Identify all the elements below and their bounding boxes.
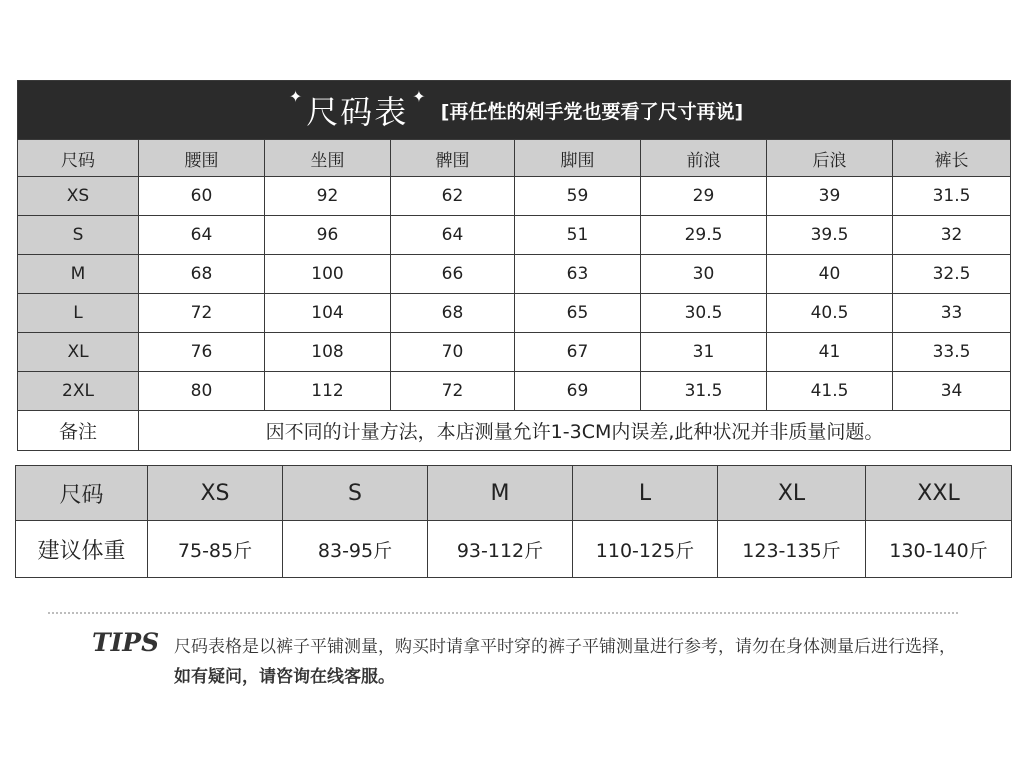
sparkle-left-icon: ✦ [288,87,303,106]
measurement-cell: 68 [139,255,265,294]
measurement-cell: 112 [265,372,391,411]
measurement-cell: 72 [139,294,265,333]
measurement-cell: 60 [139,177,265,216]
measurement-cell: 59 [515,177,641,216]
tips-body: 尺码表格是以裤子平铺测量，购买时请拿平时穿的裤子平铺测量进行参考，请勿在身体测量后进行选择， [174,637,956,657]
size-cell: S [18,216,139,255]
header-cell: 后浪 [767,140,893,177]
measurement-cell: 51 [515,216,641,255]
size-chart-title-bar [18,81,1011,140]
weight-value-cell: 75-85斤 [148,521,283,578]
sparkle-right-icon: ✦ [412,87,426,106]
measurement-cell: 64 [391,216,515,255]
weight-value-cell: 123-135斤 [718,521,866,578]
size-chart-subtitle: [再任性的剁手党也要看了尺寸再说] [440,100,744,123]
weight-size-cell: XL [718,466,866,521]
measurement-cell: 33.5 [893,333,1011,372]
size-chart-header-row [18,140,1011,177]
measurement-cell: 32.5 [893,255,1011,294]
measurement-cell: 65 [515,294,641,333]
weight-size-cell: M [428,466,573,521]
size-cell: L [18,294,139,333]
weight-header-label: 尺码 [16,466,148,521]
table-row [18,216,1011,255]
measurement-cell: 96 [265,216,391,255]
weight-size-cell: XS [148,466,283,521]
dotted-divider [48,612,958,614]
measurement-cell: 30.5 [641,294,767,333]
measurement-cell: 32 [893,216,1011,255]
measurement-cell: 30 [641,255,767,294]
measurement-cell: 40.5 [767,294,893,333]
tips-label: TIPS [92,628,160,657]
header-cell: 髀围 [391,140,515,177]
tips-text [174,632,964,692]
measurement-cell: 63 [515,255,641,294]
note-text: 因不同的计量方法，本店测量允许1-3CM内误差,此种状况并非质量问题。 [139,411,1011,451]
header-cell: 坐围 [265,140,391,177]
table-row [18,333,1011,372]
header-cell: 腰围 [139,140,265,177]
table-row [18,372,1011,411]
measurement-cell: 67 [515,333,641,372]
measurement-cell: 66 [391,255,515,294]
measurement-cell: 31.5 [893,177,1011,216]
measurement-cell: 29 [641,177,767,216]
measurement-cell: 92 [265,177,391,216]
note-label: 备注 [18,411,139,451]
measurement-cell: 41 [767,333,893,372]
size-chart-note-row [18,411,1011,451]
weight-size-cell: S [283,466,428,521]
header-cell: 脚围 [515,140,641,177]
measurement-cell: 41.5 [767,372,893,411]
measurement-cell: 68 [391,294,515,333]
size-cell: XL [18,333,139,372]
weight-value-cell: 110-125斤 [573,521,718,578]
measurement-cell: 31 [641,333,767,372]
weight-value-cell: 130-140斤 [866,521,1012,578]
weight-row-label: 建议体重 [16,521,148,578]
measurement-cell: 76 [139,333,265,372]
measurement-cell: 64 [139,216,265,255]
size-cell: 2XL [18,372,139,411]
size-cell: M [18,255,139,294]
measurement-cell: 104 [265,294,391,333]
measurement-cell: 70 [391,333,515,372]
size-chart-title: 尺码表 [306,93,409,131]
header-cell: 尺码 [18,140,139,177]
measurement-cell: 72 [391,372,515,411]
header-cell: 前浪 [641,140,767,177]
measurement-cell: 40 [767,255,893,294]
weight-value-cell: 93-112斤 [428,521,573,578]
tips-contact: 如有疑问，请咨询在线客服。 [174,667,395,687]
weight-value-cell: 83-95斤 [283,521,428,578]
header-cell: 裤长 [893,140,1011,177]
table-row [18,177,1011,216]
measurement-cell: 69 [515,372,641,411]
size-cell: XS [18,177,139,216]
measurement-cell: 62 [391,177,515,216]
weight-chart-header-row [16,466,1012,521]
measurement-cell: 33 [893,294,1011,333]
measurement-cell: 108 [265,333,391,372]
weight-chart-table [15,465,1012,578]
measurement-cell: 39 [767,177,893,216]
measurement-cell: 34 [893,372,1011,411]
measurement-cell: 31.5 [641,372,767,411]
measurement-cell: 39.5 [767,216,893,255]
weight-size-cell: XXL [866,466,1012,521]
size-chart-table [17,80,1011,451]
measurement-cell: 29.5 [641,216,767,255]
measurement-cell: 80 [139,372,265,411]
measurement-cell: 100 [265,255,391,294]
table-row [18,255,1011,294]
weight-chart-value-row [16,521,1012,578]
weight-size-cell: L [573,466,718,521]
table-row [18,294,1011,333]
